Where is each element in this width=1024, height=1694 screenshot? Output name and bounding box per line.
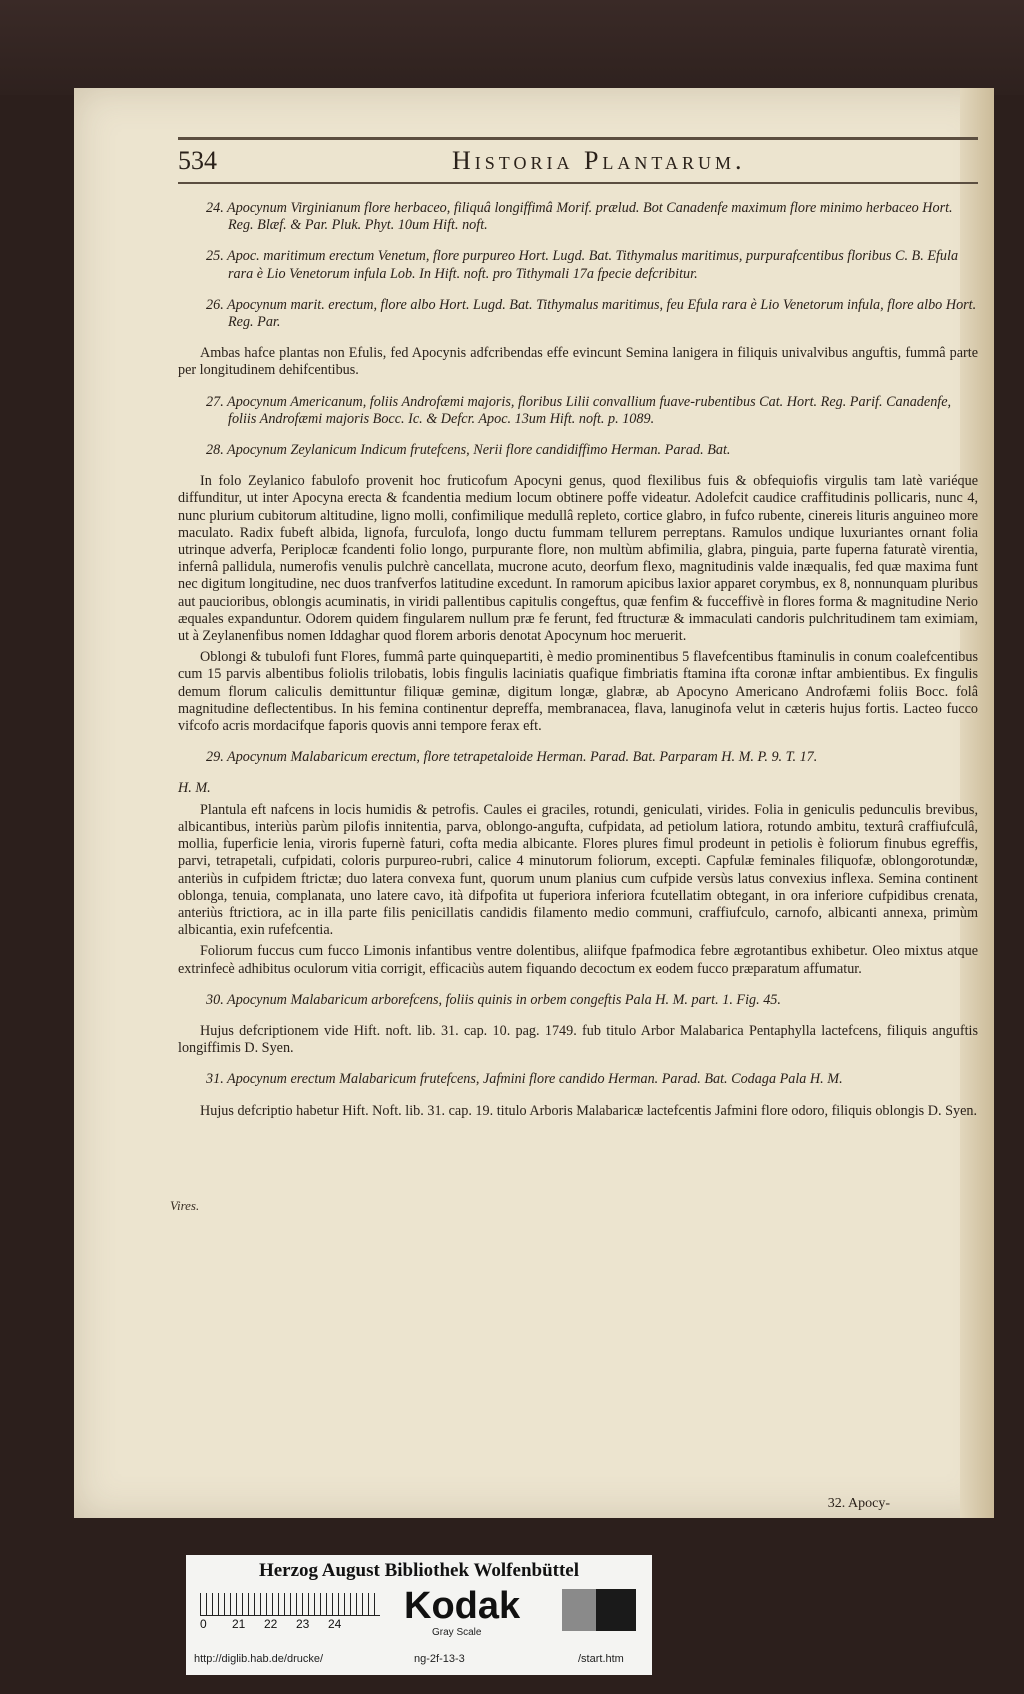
kodak-color-target <box>186 1555 652 1675</box>
paragraph-ambas: Ambas hafce plantas non Efulis, fed Apocynis adfcribendas effe evincunt Semina lanigera in filiquis univalvibus anguftis, fummâ parte per longitudinem dehifcentibus. <box>178 345 978 379</box>
shelfmark: ng-2f-13-3 <box>414 1653 465 1665</box>
header-rule-top <box>178 137 978 140</box>
paragraph-zeylanico: In folo Zeylanico fabulofo provenit hoc fruticofum Apocyni genus, quod flexilibus fuis & obfequiofis virgulis tam latè variéque diffunditur, ut inter Apocyna erecta & fcandentia medium locum obtinere poffe videatur. Adolefcit caudice craffitudinis pollicaris, nunc 4, nunc plurium cubitorum altitudine, ligno molli, confimilique medullâ repleto, cortice glabro, in fufco rubente, cinereis lituris anguineo more maculato. Radix fubeft albida, lignofa, furculofa, longo ductu fummam tellurem perreptans. Ramulos undique luxuriantes ornant folia utrinque adverfa, Periplocæ fcandenti folio longo, purpurante flore, non multùm abfimilia, glabra, pinguia, parte fuperna faturatè virentia, infernâ pallidula, numerofis venulis pulchrè cancellata, mucrone acuto, deorfum flexo, magnitudinis valde inæqualis, fed quæ maxima funt nec digitum longitudine, nec duos tranfverfos latitudine excedunt. In ramorum apicibus laxior apparet corymbus, ex 8, nonnunquam pluribus aut paucioribus, oblongis acuminatis, in viridi pallentibus capitulis congeftus, quæ fenfim & fucceffivè in flores forma & magnitudine Nerio æquales expanduntur. Odorem quidem fingularem nullum præ fe ferunt, fed ftructuræ & immaculati candoris pulchritudinem tam eximiam, ut à Zeylanenfibus nomen Iddaghar quod florem arboris denotat Apocynum hoc meruerit. <box>178 473 978 645</box>
ruler-number: 24 <box>328 1617 342 1631</box>
gray-patch <box>562 1589 596 1631</box>
ruler-numbers <box>200 1617 400 1631</box>
entry-28: 28. Apocynum Zeylanicum Indicum frutefcens, Nerii flore candidiffimo Herman. Parad. Bat. <box>206 442 731 459</box>
catchword: 32. Apocy- <box>827 1496 890 1511</box>
library-name: Herzog August Bibliothek Wolfenbüttel <box>258 1560 580 1581</box>
entry-26: 26. Apocynum marit. erectum, flore albo Hort. Lugd. Bat. Tithymalus maritimus, feu Efula rara è Lio Venetorum infula, flore albo Hort. Reg. Par. <box>206 296 977 331</box>
ruler-number: 21 <box>232 1617 246 1631</box>
margin-note-vires: Vires. <box>170 1198 200 1213</box>
ruler-number: 23 <box>296 1617 310 1631</box>
entry-31: 31. Apocynum erectum Malabaricum frutefcens, Jafmini flore candido Herman. Parad. Bat. Codaga Pala H. M. <box>206 1071 843 1088</box>
header-rule-bottom <box>178 182 978 184</box>
running-head: Historia Plantarum. <box>452 146 746 175</box>
paragraph-folia: Foliorum fuccus cum fucco Limonis infantibus ventre dolentibus, aliifque fpafmodica febre ægrotantibus exhibetur. Oleo mixtus atque extrinfecè adhibitus oculorum vitia corrigit, efficaciùs autem fiquando decoctum ex eodem fucco præparatum affumatur. <box>178 943 978 977</box>
entry-24: 24. Apocynum Virginianum flore herbaceo, filiquâ longiffimâ Morif. prælud. Bot Canadenfe maximum flore minimo herbaceo Hort. Reg. Blæf. & Par. Pluk. Phyt. 10um Hift. noft. <box>206 200 953 234</box>
source-url: http://diglib.hab.de/drucke/ <box>194 1653 324 1665</box>
entry-27: 27. Apocynum Americanum, foliis Androfæmi majoris, floribus Lilii convallium fuave-rubentibus Cat. Hort. Reg. Parif. Canadenfe, foliis Androfæmi majoris Bocc. Ic. & Defcr. Apoc. 13um Hift. noft. p. 1089. <box>206 393 952 427</box>
entry-29: 29. Apocynum Malabaricum erectum, flore tetrapetaloide Herman. Parad. Bat. Parparam H. M. P. 9. T. 17. <box>206 749 818 766</box>
url-row <box>186 1649 652 1671</box>
ruler-scale <box>200 1593 380 1616</box>
black-patch <box>596 1589 636 1631</box>
kodak-logo: Kodak <box>404 1585 521 1627</box>
paragraph-plantula: Plantula eft nafcens in locis humidis & petrofis. Caules ei graciles, rotundi, geniculati, virides. Folia in geniculis pedunculis brevibus, albicantibus, interiùs parùm pilofis innitentia, parva, oblongo-angufta, cufpidata, ad petiolum latiora, rotundo ambitu, texturâ craffiufculâ, mollia, fuperficie lenia, viroris fupernè faturi, cofta media albicante. Flores plures fimul prodeunt in petiolis è foliorum finubus egreffis, parvi, tetrapetali, cufpidati, coloris purpureo-rubri, calice 4 minutorum foliorum, excepti. Capfulæ feminales filiquofæ, oblongorotundæ, anteriùs in cufpidem ftrictæ; duo latera convexa funt, quorum unum planius cum cufpide versùs latus convexius inflexa. Semina continent oblonga, tenuia, complanata, uno latere cavo, ità difpofita ut fuperiora inferiora fcutellatim obtegant, in ora inferiore cufpidibus crenata, anteriùs ftrictiora, ac in illa parte filis penicillatis candidis filamento medio communi, craffiufculo, carnofo, albicanti annexa, primùm albicantia, exin rufefcentia. <box>178 801 978 939</box>
paragraph-hujus-2: Hujus defcriptio habetur Hift. Noft. lib. 31. cap. 19. titulo Arboris Malabaricæ lactefcentis Jafmini flore odoro, filiquis oblongis D. Syen. <box>200 1102 978 1119</box>
page-content <box>178 200 978 1124</box>
ruler-number: 0 <box>200 1617 207 1631</box>
background-top <box>0 0 1024 95</box>
entry-30: 30. Apocynum Malabaricum arborefcens, foliis quinis in orbem congeftis Pala H. M. part. 1. Fig. 45. <box>206 991 781 1008</box>
page-number: 534 <box>178 146 217 175</box>
ruler-number: 22 <box>264 1617 278 1631</box>
entry-25: 25. Apoc. maritimum erectum Venetum, flore purpureo Hort. Lugd. Bat. Tithymalus maritimus, purpurafcentibus floribus C. B. Efula rara è Lio Venetorum infula Lob. In Hift. noft. pro Tithymali 17a fpecie defcribitur. <box>206 248 959 282</box>
paragraph-hujus-1: Hujus defcriptionem vide Hift. noft. lib. 31. cap. 10. pag. 1749. fub titulo Arbor Malabarica Pentaphylla lactefcens, filiquis anguftis longiffimis D. Syen. <box>178 1022 978 1057</box>
gray-scale-label: Gray Scale <box>432 1627 482 1638</box>
hm-label: H. M. <box>178 780 211 797</box>
paragraph-oblongi: Oblongi & tubulofi funt Flores, fummâ parte quinquepartiti, è medio prominentibus 5 flavefcentibus ftaminulis in conum coalefcentibus cum 15 parvis albentibus foliolis trilobatis, lobis fingulis laciniatis quafique fimbriatis ftamina ifta coronæ inftar ambientibus. Ex fingulis demum florum caliculis demittuntur filiquæ geminæ, digitum longæ, glabræ, ab Apocyno Americano Androfæmi foliis Bocc. folâ magnitudine deflectentibus. In his femina continentur depreffa, membranacea, flava, lanuginofa velut in cæteris hujus fortis. Lacteo fucco vifcofo acris mordacifque faporis quovis anni tempore ferax eft. <box>178 649 978 735</box>
start-page: /start.htm <box>578 1653 624 1665</box>
book-page <box>74 88 994 1518</box>
